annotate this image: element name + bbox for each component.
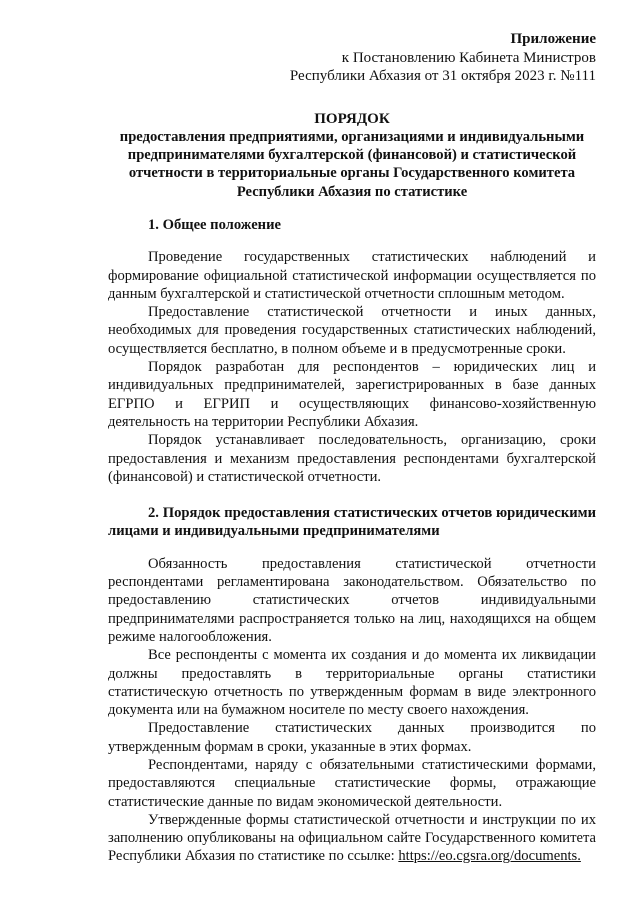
section-1-paragraph: Порядок устанавливает последовательность, организацию, сроки предоставления и механизм предоставления респондентами бухгалтерской (финансовой) и статистической отчетности. [108, 432, 596, 485]
documents-link[interactable]: https://eo.cgsra.org/documents. [398, 848, 581, 865]
section-2-last-paragraph-text: Утвержденные формы статистической отчетности и инструкции по их заполнению опубликованы на официальном сайте Государственного комитета Республики Абхазия по статистике по ссылке: [108, 811, 596, 865]
section-1-heading: 1. Общее положение [148, 216, 281, 233]
section-2-last-paragraph [108, 811, 596, 866]
document-title: ПОРЯДОК [314, 110, 390, 127]
section-2-heading: 2. Порядок предоставления статистических отчетов юридическими лицами и индивидуальными предпринимателями [108, 505, 596, 540]
annex-line-2: Республики Абхазия от 31 октября 2023 г. №111 [289, 68, 596, 84]
section-1-paragraph: Предоставление статистической отчетности и иных данных, необходимых для проведения государственных статистических наблюдений, осуществляется бесплатно, в полном объеме и в предусмотренные сроки. [108, 304, 596, 357]
section-2-paragraph: Все респонденты с момента их создания и до момента их ликвидации должны предоставлять в территориальные органы статистики статистическую отчетность по утвержденным формам в виде электронного документа или на бумажном носителе по месту своего нахождения. [108, 647, 596, 719]
annex-heading: Приложение [510, 31, 596, 47]
annex-block [108, 30, 596, 86]
section-2-paragraph: Респондентами, наряду с обязательными статистическими формами, предоставляются специальные статистические формы, отражающие статистические данные по видам экономической деятельности. [108, 757, 596, 810]
annex-line-1: к Постановлению Кабинета Министров [341, 49, 596, 66]
document-subtitle: предоставления предприятиями, организациями и индивидуальными предпринимателями бухгалтерской (финансовой) и статистической отчетности в территориальные органы Государственного комитета Республики Абхазия по статистике [119, 128, 585, 200]
section-2-paragraph: Обязанность предоставления статистической отчетности респондентами регламентирована законодательством. Обязательство по предоставлению статистических отчетов индивидуальными предпринимателями распространяется только на лиц, находящихся на общем режиме налогообложения. [108, 555, 596, 645]
section-2-paragraph: Предоставление статистических данных производится по утвержденным формам в сроки, указанные в этих формах. [108, 720, 596, 755]
section-1-paragraph: Проведение государственных статистических наблюдений и формирование официальной статистической информации осуществляется по данным бухгалтерской и статистической отчетности сплошным методом. [108, 249, 596, 302]
section-1-paragraph: Порядок разработан для респондентов – юридических лиц и индивидуальных предпринимателей, зарегистрированных в базе данных ЕГРПО и ЕГРИП и осуществляющих финансово-хозяйственную деятельность на территории Республики Абхазия. [108, 359, 596, 430]
